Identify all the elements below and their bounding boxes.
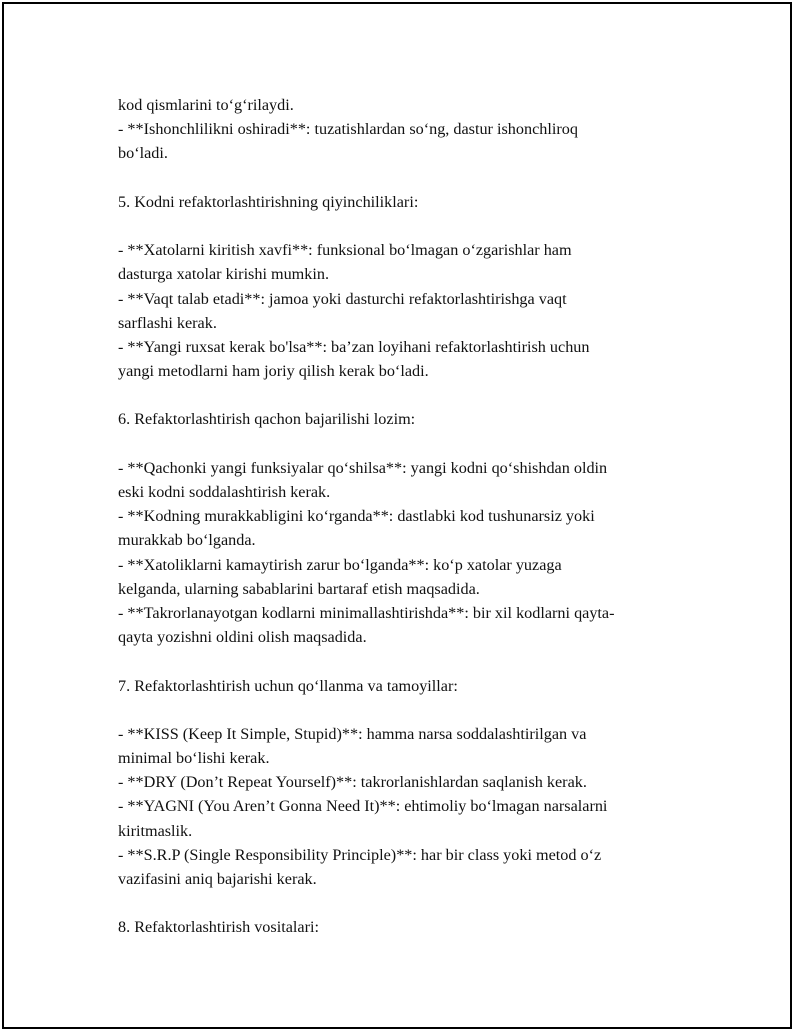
body-line: qayta yozishni oldini olish maqsadida. <box>118 628 367 647</box>
list-item: - **Vaqt talab etadi**: jamoa yoki dasturchi refaktorlashtirishga vaqt <box>118 289 567 308</box>
body-line: dasturga xatolar kirishi mumkin. <box>118 265 330 284</box>
paragraph-gap <box>118 891 698 915</box>
body-line: minimal bo‘lishi kerak. <box>118 749 270 768</box>
list-item: - **Yangi ruxsat kerak bo'lsa**: ba’zan loyihani refaktorlashtirish uchun <box>118 337 590 356</box>
paragraph-gap <box>118 383 698 407</box>
list-item: - **KISS (Keep It Simple, Stupid)**: hamma narsa soddalashtirilgan va <box>118 724 587 743</box>
body-line: bo‘ladi. <box>118 144 168 163</box>
document-body <box>118 93 698 940</box>
list-item: - **Qachonki yangi funksiyalar qo‘shilsa**: yangi kodni qo‘shishdan oldin <box>118 458 608 477</box>
section-heading-7: 7. Refaktorlashtirish uchun qo‘llanma va tamoyillar: <box>118 676 458 695</box>
list-item: - **Xatolarni kiritish xavfi**: funksional bo‘lmagan o‘zgarishlar ham <box>118 241 572 260</box>
body-line: eski kodni soddalashtirish kerak. <box>118 483 331 501</box>
paragraph-gap <box>118 214 698 238</box>
body-line: kelganda, ularning sabablarini bartaraf etish maqsadida. <box>118 579 480 598</box>
list-item: - **Kodning murakkabligini ko‘rganda**: dastlabki kod tushunarsiz yoki <box>118 507 595 526</box>
paragraph-gap <box>118 649 698 673</box>
body-line: kod qismlarini to‘g‘rilaydi. <box>118 96 294 114</box>
body-line: sarflashi kerak. <box>118 313 217 332</box>
section-heading-6: 6. Refaktorlashtirish qachon bajarilishi lozim: <box>118 410 416 429</box>
section-heading-5: 5. Kodni refaktorlashtirishning qiyinchiliklari: <box>118 192 419 211</box>
paragraph-gap <box>118 166 698 190</box>
section-heading-8: 8. Refaktorlashtirish vositalari: <box>118 918 319 937</box>
body-line: yangi metodlarni ham joriy qilish kerak bo‘ladi. <box>118 362 429 381</box>
list-item: - **DRY (Don’t Repeat Yourself)**: takrorlanishlardan saqlanish kerak. <box>118 773 587 792</box>
body-line: murakkab bo‘lganda. <box>118 531 256 550</box>
list-item: - **YAGNI (You Aren’t Gonna Need It)**: ehtimoliy bo‘lmagan narsalarni <box>118 797 608 816</box>
paragraph-gap <box>118 432 698 456</box>
list-item: - **S.R.P (Single Responsibility Principle)**: har bir class yoki metod o‘z <box>118 845 602 864</box>
paragraph-gap <box>118 698 698 722</box>
list-item: - **Ishonchlilikni oshiradi**: tuzatishlardan so‘ng, dastur ishonchliroq <box>118 120 578 139</box>
list-item: - **Takrorlanayotgan kodlarni minimallashtirishda**: bir xil kodlarni qayta- <box>118 603 615 622</box>
list-item: - **Xatoliklarni kamaytirish zarur bo‘lganda**: ko‘p xatolar yuzaga <box>118 555 562 574</box>
body-line: kiritmaslik. <box>118 821 193 840</box>
body-line: vazifasini aniq bajarishi kerak. <box>118 870 317 888</box>
